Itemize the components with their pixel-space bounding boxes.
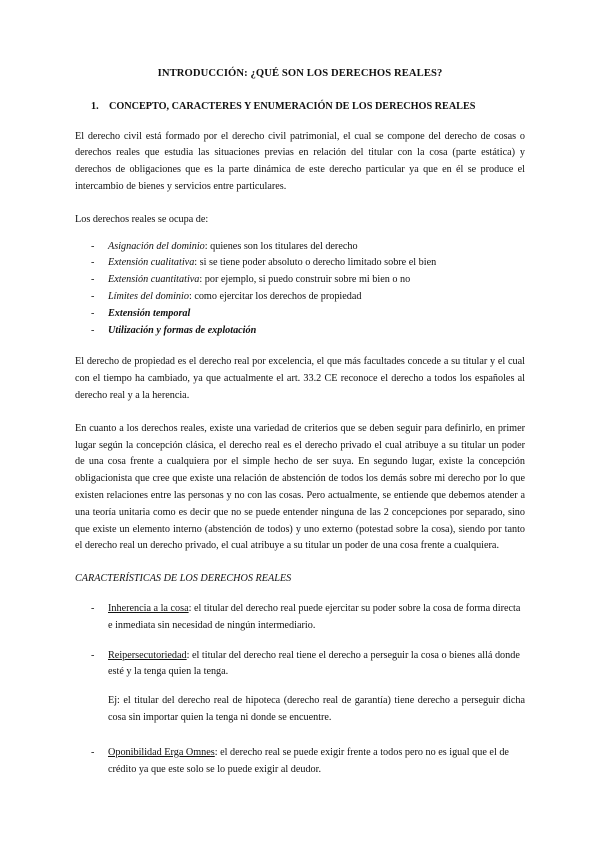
section-number: 1. — [91, 100, 99, 112]
paragraph-intro: El derecho civil está formado por el derecho civil patrimonial, el cual se compone del derecho de cosas o derechos reales que estudia las situaciones previas en relación del titular con la cosa (parte estática) y derechos de obligaciones que es la parte dinámica de este derecho particular ya que en él se produce el intercambio de bienes y servicios entre particulares. — [75, 130, 525, 192]
list-item: - Utilización y formas de explotación — [91, 324, 257, 336]
list-intro: Los derechos reales se ocupa de: — [75, 213, 209, 225]
paragraph-theories: En cuanto a los derechos reales, existe una variedad de criterios que se deben seguir para definirlo, en primer lugar según la concepción clásica, el derecho real es el derecho privado el cual atribuye a su titular un poder de una cosa frente a cualquiera por el simple hecho de ser suya. En segundo lugar, existe la concepción obligacionista que cree que existe una relación de abstención de todos los demás sobre mi derecho por lo que existen relaciones entre las personas y no con las cosas. Pero actualmente, se entiende que debemos atender a una teoría unitaria como es decir que no se puede entender ninguna de las 2 concepciones por separado, sino que existe un elemento interno (abstención de todos) y uno externo (potestad sobre la cosa), siendo por tanto el derecho real un derecho privado, el cual atribuye a su titular un poder de una cosa frente a cualquiera. — [75, 422, 525, 552]
example-note: Ej: el titular del derecho real de hipoteca (derecho real de garantía) tiene derecho a perseguir dicha cosa sin importar quien la tenga ni donde se encuentre. — [108, 695, 525, 723]
list-item: - Oponibilidad Erga Omnes: el derecho real se puede exigir frente a todos pero no es igual que el de crédito ya que este solo se lo puede exigir al deudor. — [91, 746, 509, 775]
list-item: - Inherencia a la cosa: el titular del derecho real puede ejercitar su poder sobre la cosa de forma directa e inmediata sin necesidad de ningún intermediario. — [91, 602, 521, 631]
scope-list — [75, 239, 525, 340]
list-item: - Límites del dominio: como ejercitar los derechos de propiedad — [91, 290, 362, 302]
list-item: - Asignación del dominio: quienes son los titulares del derecho — [91, 240, 358, 252]
list-item: - Extensión cuantitativa: por ejemplo, si puedo construir sobre mi bien o no — [91, 274, 411, 286]
characteristics-list-continued — [75, 745, 525, 779]
characteristics-list — [75, 601, 525, 681]
paragraph-property: El derecho de propiedad es el derecho real por excelencia, el que más facultades concede a su titular y el cual con el tiempo ha cambiado, ya que actualmente el art. 33.2 CE reconoce el derecho a todos los españoles al derecho real y a la herencia. — [75, 356, 525, 401]
section-title: CONCEPTO, CARACTERES Y ENUMERACIÓN DE LOS DERECHOS REALES — [109, 100, 476, 112]
list-item: - Extensión temporal — [91, 307, 191, 319]
list-item: - Reipersecutoriedad: el titular del derecho real tiene el derecho a perseguir la cosa o bienes allá donde esté y la tenga quien la tenga. — [91, 649, 520, 678]
document-title: INTRODUCCIÓN: ¿QUÉ SON LOS DERECHOS REALES? — [157, 68, 443, 79]
list-item: - Extensión cualitativa: si se tiene poder absoluto o derecho limitado sobre el bien — [91, 257, 437, 269]
section-heading — [91, 99, 525, 116]
document-page — [75, 66, 525, 793]
characteristics-heading: CARACTERÍSTICAS DE LOS DERECHOS REALES — [75, 573, 292, 585]
